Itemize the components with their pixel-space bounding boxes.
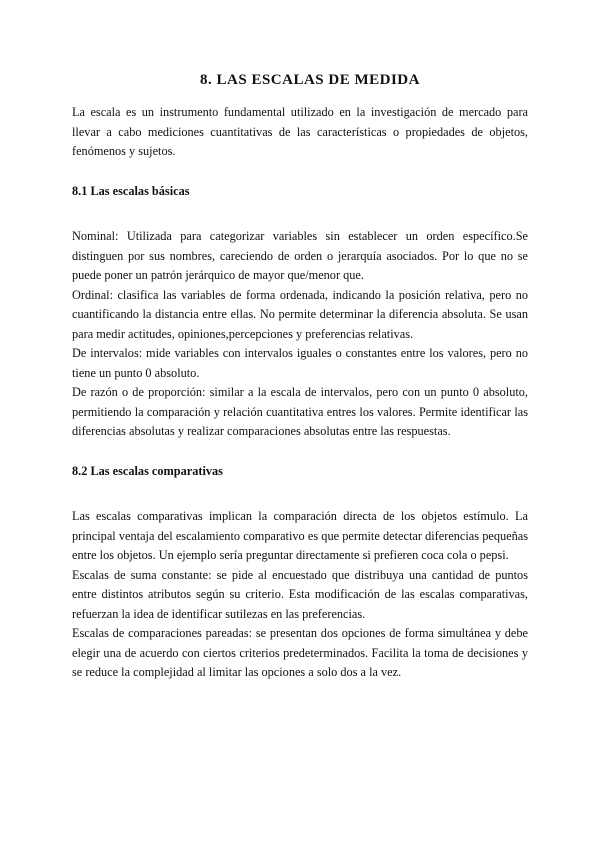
paragraph-comparative: Las escalas comparativas implican la comparación directa de los objetos estímulo. La principal ventaja del escalamiento comparativo es que permite detectar diferencias pequeñas entre los objetos. Un ejemplo sería preguntar directamente si prefieren coca cola o pepsi.: [72, 509, 528, 562]
section-heading: 8.2 Las escalas comparativas: [72, 463, 223, 478]
section-heading: 8.1 Las escalas básicas: [72, 183, 190, 198]
section-comparative-scales: [72, 462, 528, 683]
paragraph-constant-sum: Escalas de suma constante: se pide al encuestado que distribuya una cantidad de puntos entre distintos atributos según su criterio. Esta modificación de las escalas comparativas, refuerzan la idea de identificar sutilezas en las preferencias.: [72, 567, 528, 621]
intro-paragraph: La escala es un instrumento fundamental utilizado en la investigación de mercado para llevar a cabo mediciones cuantitativas de las características o propiedades de objetos, fenómenos y sujetos.: [72, 105, 528, 158]
paragraph-intervals: De intervalos: mide variables con intervalos iguales o constantes entre los valores, pero no tiene un punto 0 absoluto.: [72, 346, 528, 380]
paragraph-ordinal: Ordinal: clasifica las variables de forma ordenada, indicando la posición relativa, pero no cuantificando la distancia entre ellas. No permite determinar la diferencia absoluta. Se usan para medir actitudes, opiniones,percepciones y preferencias relativas.: [72, 287, 528, 341]
paragraph-nominal: Nominal: Utilizada para categorizar variables sin establecer un orden específico.Se distinguen por sus nombres, careciendo de orden o jerarquía asociados. Por lo que no se puede poner un patrón jerárquico de mayor que/menor que.: [72, 229, 528, 282]
section-basic-scales: [72, 182, 528, 442]
paragraph-paired-comparisons: Escalas de comparaciones pareadas: se presentan dos opciones de forma simultánea y debe elegir una de acuerdo con ciertos criterios predeterminados. Facilita la toma de decisiones y se reduce la complejidad al limitar las opciones a solo dos a la vez.: [72, 626, 528, 679]
paragraph-ratio: De razón o de proporción: similar a la escala de intervalos, pero con un punto 0 absoluto, permitiendo la comparación y relación cuantitativa entres los valores. Permite identificar las diferencias absolutas y realizar comparaciones absolutas entre las respuestas.: [72, 385, 528, 438]
page-title: 8. LAS ESCALAS DE MEDIDA: [200, 72, 420, 88]
document-page: [72, 72, 528, 703]
